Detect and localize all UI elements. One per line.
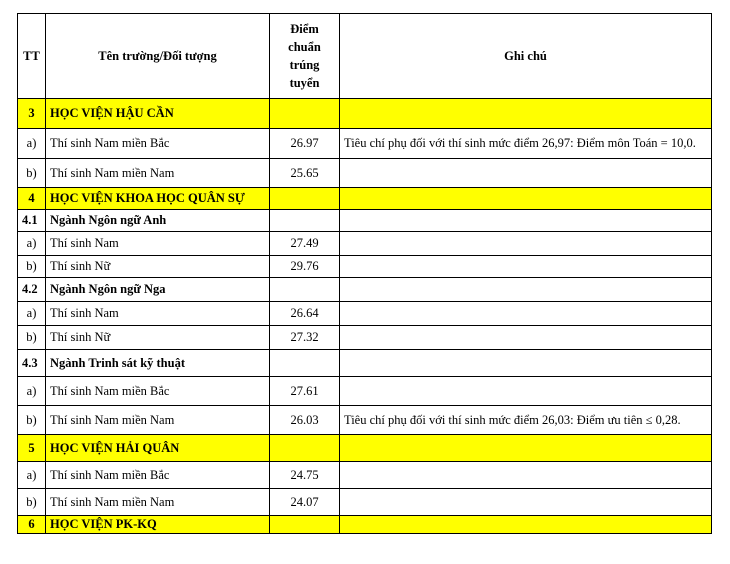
cell-name: HỌC VIỆN HẢI QUÂN xyxy=(46,435,270,462)
cell-score xyxy=(270,435,340,462)
cell-tt: a) xyxy=(18,302,46,326)
cell-name: Thí sinh Nam miền Nam xyxy=(46,159,270,188)
cell-score: 27.49 xyxy=(270,232,340,256)
header-name: Tên trường/Đối tượng xyxy=(46,14,270,99)
cell-score: 27.32 xyxy=(270,326,340,350)
cell-score: 26.64 xyxy=(270,302,340,326)
cell-tt: a) xyxy=(18,462,46,489)
cell-score: 26.03 xyxy=(270,406,340,435)
cell-tt: 5 xyxy=(18,435,46,462)
cell-tt: 4.2 xyxy=(18,278,46,302)
cell-tt: b) xyxy=(18,489,46,516)
cell-tt: 3 xyxy=(18,99,46,129)
cell-note xyxy=(340,278,712,302)
header-score: Điểm chuẩn trúng tuyển xyxy=(270,14,340,99)
subsection-row xyxy=(18,210,712,232)
cell-score xyxy=(270,210,340,232)
cell-score: 29.76 xyxy=(270,256,340,278)
cell-note: Tiêu chí phụ đối với thí sinh mức điểm 26,97: Điểm môn Toán = 10,0. xyxy=(340,129,712,159)
cell-note xyxy=(340,516,712,534)
section-row xyxy=(18,99,712,129)
cell-name: Thí sinh Nam miền Nam xyxy=(46,489,270,516)
cell-score: 27.61 xyxy=(270,377,340,406)
cell-name: Thí sinh Nữ xyxy=(46,326,270,350)
subsection-row xyxy=(18,350,712,377)
cell-score xyxy=(270,350,340,377)
cell-note xyxy=(340,462,712,489)
cell-tt: b) xyxy=(18,256,46,278)
cell-note xyxy=(340,435,712,462)
table-row xyxy=(18,256,712,278)
cell-score xyxy=(270,188,340,210)
cell-name: Thí sinh Nam miền Nam xyxy=(46,406,270,435)
header-tt: TT xyxy=(18,14,46,99)
section-row xyxy=(18,188,712,210)
cell-note xyxy=(340,302,712,326)
cell-tt: a) xyxy=(18,377,46,406)
cell-score xyxy=(270,516,340,534)
header-note: Ghi chú xyxy=(340,14,712,99)
cell-tt: b) xyxy=(18,406,46,435)
cell-name: Ngành Trinh sát kỹ thuật xyxy=(46,350,270,377)
cell-tt: a) xyxy=(18,232,46,256)
table-row xyxy=(18,232,712,256)
section-row xyxy=(18,516,712,534)
cell-tt: 4.3 xyxy=(18,350,46,377)
table-row xyxy=(18,302,712,326)
cell-note xyxy=(340,377,712,406)
cell-note xyxy=(340,489,712,516)
cell-name: HỌC VIỆN PK-KQ xyxy=(46,516,270,534)
table-header-row xyxy=(18,14,712,99)
cell-tt: 4.1 xyxy=(18,210,46,232)
cell-score: 24.07 xyxy=(270,489,340,516)
cell-tt: 6 xyxy=(18,516,46,534)
cell-tt: a) xyxy=(18,129,46,159)
admission-scores-table xyxy=(17,13,712,534)
cell-name: Thí sinh Nam xyxy=(46,232,270,256)
cell-note xyxy=(340,99,712,129)
cell-tt: b) xyxy=(18,159,46,188)
table-row xyxy=(18,129,712,159)
cell-note xyxy=(340,256,712,278)
table-body xyxy=(18,99,712,534)
cell-name: Thí sinh Nam miền Bắc xyxy=(46,462,270,489)
table-row xyxy=(18,489,712,516)
subsection-row xyxy=(18,278,712,302)
cell-name: Thí sinh Nam xyxy=(46,302,270,326)
cell-note xyxy=(340,210,712,232)
cell-note xyxy=(340,159,712,188)
cell-name: Ngành Ngôn ngữ Nga xyxy=(46,278,270,302)
table-row xyxy=(18,406,712,435)
table-row xyxy=(18,159,712,188)
cell-name: HỌC VIỆN HẬU CẦN xyxy=(46,99,270,129)
cell-score xyxy=(270,278,340,302)
cell-score: 24.75 xyxy=(270,462,340,489)
cell-score xyxy=(270,99,340,129)
table-row xyxy=(18,377,712,406)
cell-score: 26.97 xyxy=(270,129,340,159)
cell-name: Thí sinh Nam miền Bắc xyxy=(46,129,270,159)
cell-name: Thí sinh Nữ xyxy=(46,256,270,278)
cell-name: Thí sinh Nam miền Bắc xyxy=(46,377,270,406)
cell-name: HỌC VIỆN KHOA HỌC QUÂN SỰ xyxy=(46,188,270,210)
cell-note xyxy=(340,188,712,210)
cell-tt: 4 xyxy=(18,188,46,210)
cell-note xyxy=(340,232,712,256)
table-row xyxy=(18,462,712,489)
cell-note xyxy=(340,326,712,350)
cell-note: Tiêu chí phụ đối với thí sinh mức điểm 26,03: Điểm ưu tiên ≤ 0,28. xyxy=(340,406,712,435)
section-row xyxy=(18,435,712,462)
cell-note xyxy=(340,350,712,377)
cell-name: Ngành Ngôn ngữ Anh xyxy=(46,210,270,232)
cell-score: 25.65 xyxy=(270,159,340,188)
cell-tt: b) xyxy=(18,326,46,350)
table-row xyxy=(18,326,712,350)
